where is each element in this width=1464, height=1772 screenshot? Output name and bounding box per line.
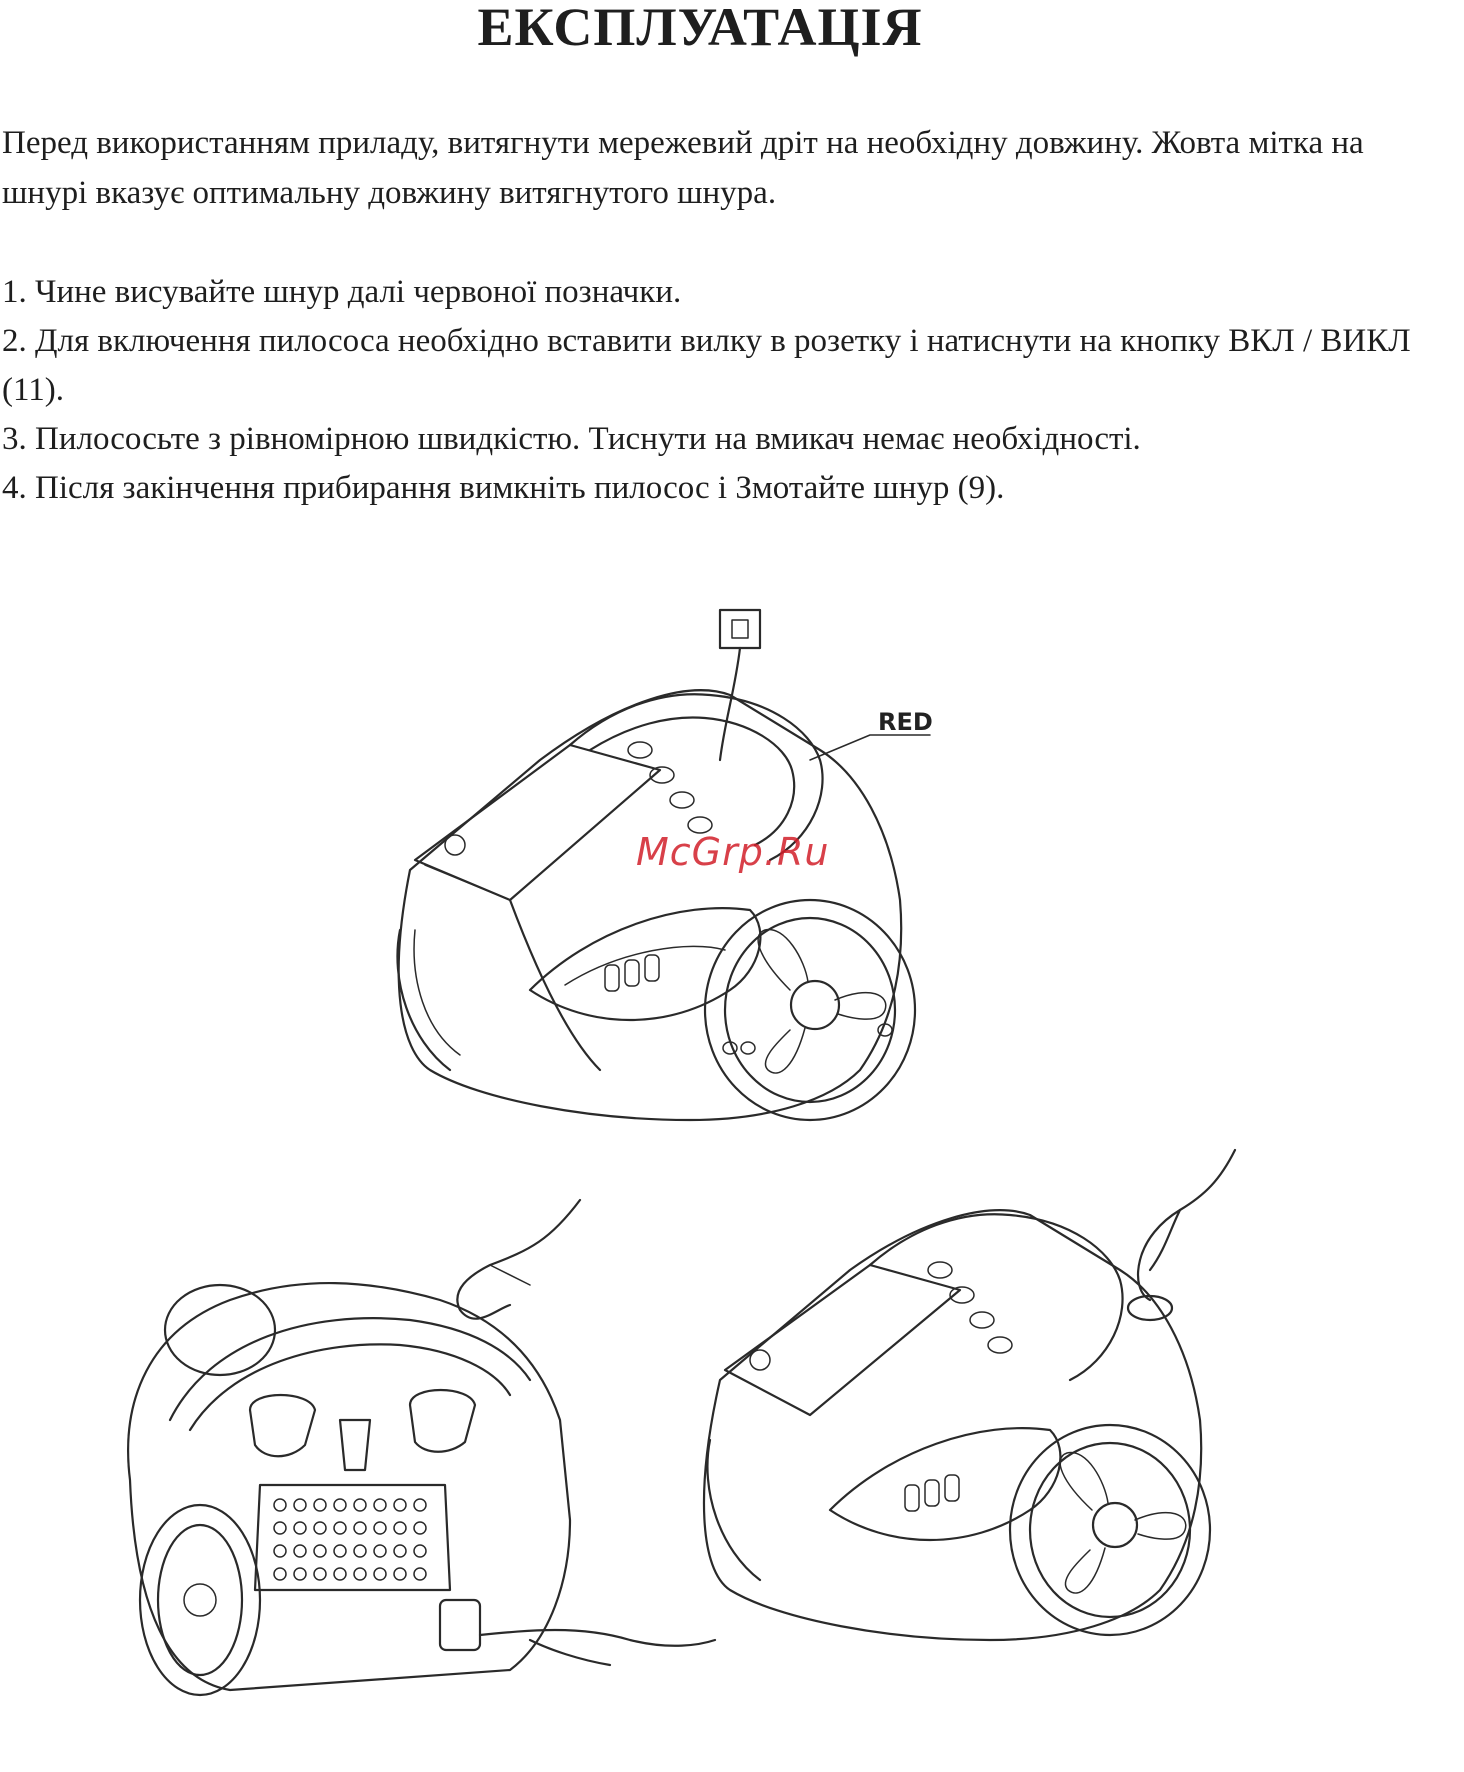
vacuum-illustration-button <box>700 1140 1300 1680</box>
page-title: ЕКСПЛУАТАЦІЯ <box>477 0 923 57</box>
step-item: 4. Після закінчення прибирання вимкніть пилосос і Змотайте шнур (9). <box>2 470 1005 506</box>
red-mark-label: RED <box>878 708 933 736</box>
step-item: 1. Чине висувайте шнур далі червоної позначки. <box>2 274 682 310</box>
watermark: McGrp.Ru <box>636 830 830 874</box>
vacuum-illustration-rear <box>110 1180 720 1720</box>
step-item: 2. Для включення пилососа необхідно вставити вилку в розетку і натиснути на кнопку ВКЛ / ВИКЛ (11). <box>2 323 1411 408</box>
intro-paragraph: Перед використанням приладу, витягнути мережевий дріт на необхідну довжину. Жовта мітка на шнурі вказує оптимальну довжину витягнутого шнура. <box>2 125 1364 211</box>
steps-list <box>2 268 1442 513</box>
step-item: 3. Пилососьте з рівномірною швидкістю. Тиснути на вмикач немає необхідності. <box>2 421 1141 457</box>
